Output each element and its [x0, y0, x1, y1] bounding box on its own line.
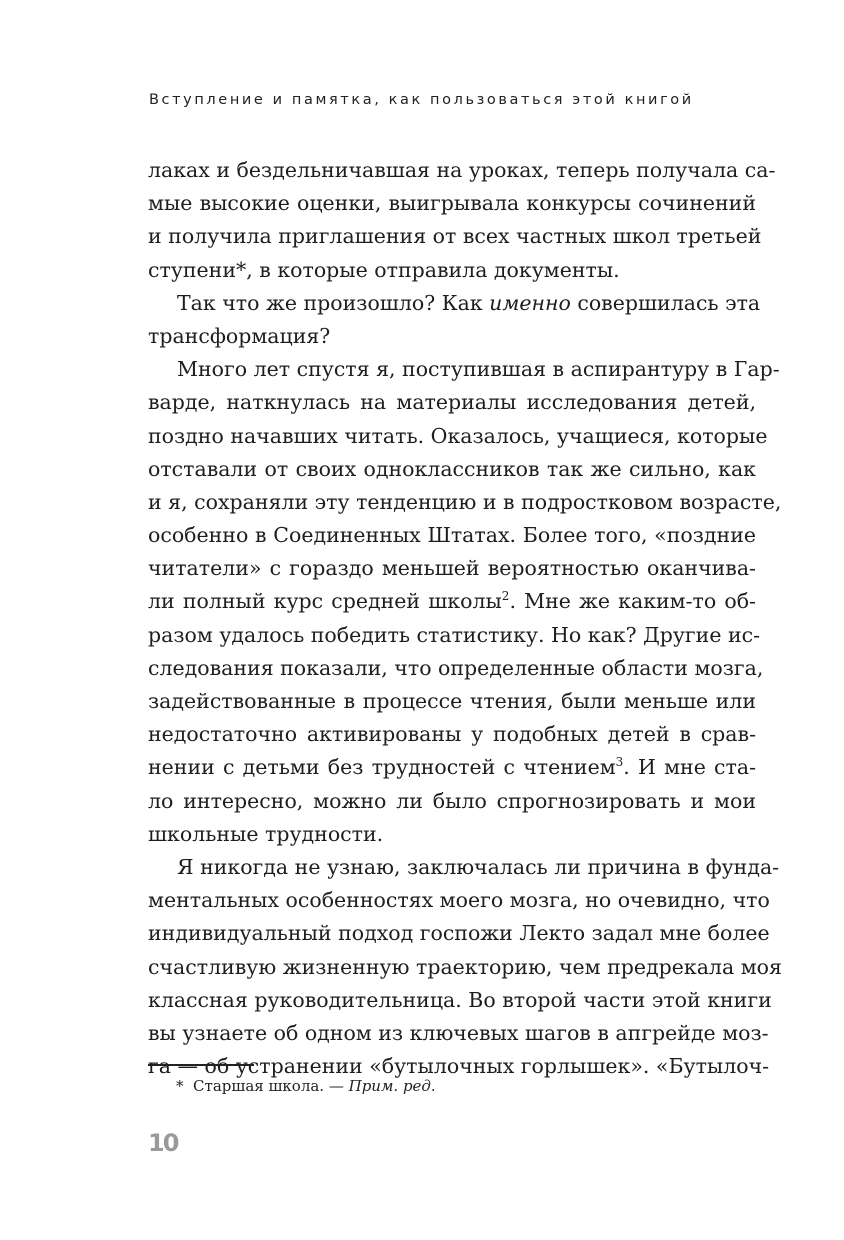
text-line: недостаточно активированы у подобных детей в срав- — [148, 722, 756, 747]
text-line: и я, сохраняли эту тенденцию и в подростковом возрасте, — [148, 489, 782, 514]
text-line: индивидуальный подход госпожи Лекто задал мне более — [148, 921, 770, 946]
text-line: отставали от своих одноклассников так же сильно, как — [148, 456, 756, 481]
text-line: вы узнаете об одном из ключевых шагов в апгрейде моз- — [148, 1020, 769, 1045]
text-segment: Так что же произошло? Как — [177, 290, 490, 315]
text-line: разом удалось победить статистику. Но как? Другие ис- — [148, 622, 761, 647]
paragraph-1 — [148, 154, 776, 287]
text-line — [148, 585, 756, 618]
running-head: Вступление и памятка, как пользоваться этой книгой — [149, 92, 694, 108]
text-line — [148, 751, 756, 784]
text-line: лаках и бездельничавшая на уроках, теперь получала са- — [148, 158, 776, 182]
text-line: ло интересно, можно ли было спрогнозировать и мои — [148, 788, 756, 813]
emphasis-text: именно — [489, 290, 571, 315]
footnote-marker: * — [176, 1077, 184, 1095]
text-line: задействованные в процессе чтения, были меньше или — [148, 689, 756, 713]
endnote-ref: 2 — [501, 589, 510, 604]
footnote-text: Старшая школа. — — [193, 1077, 349, 1095]
footnote-editor-note: Прим. ред. — [348, 1077, 436, 1095]
text-line: классная руководительница. Во второй части этой книги — [148, 987, 772, 1012]
text-line: ментальных особенностях моего мозга, но очевидно, что — [148, 888, 770, 913]
text-line: счастливую жизненную траекторию, чем предрекала моя — [148, 954, 782, 979]
footnote-rule — [148, 1064, 254, 1066]
text-line: и получила приглашения от всех частных школ третьей — [148, 224, 762, 249]
text-line: следования показали, что определенные области мозга, — [148, 655, 764, 680]
text-line: га — об устранении «бутылочных горлышек». «Бутылоч- — [148, 1054, 770, 1079]
body-text — [148, 154, 782, 1083]
text-line: школьные трудности. — [148, 821, 384, 846]
text-segment: . И мне ста- — [623, 755, 756, 780]
text-segment: совершилась эта — [570, 290, 761, 315]
text-line: варде, наткнулась на материалы исследования детей, — [148, 390, 756, 415]
text-line: ступени*, в которые отправила документы. — [148, 257, 620, 282]
text-line: мые высокие оценки, выигрывала конкурсы сочинений — [148, 191, 756, 216]
page-number: 10 — [148, 1129, 178, 1157]
paragraph-3 — [148, 353, 782, 851]
text-segment: ли полный курс средней школы — [148, 589, 502, 614]
text-line: особенно в Соединенных Штатах. Более того, «поздние — [148, 523, 756, 548]
footnote — [176, 1077, 436, 1095]
text-line — [148, 287, 761, 320]
paragraph-4 — [148, 851, 782, 1083]
text-line: трансформация? — [148, 323, 331, 348]
endnote-ref: 3 — [615, 755, 624, 770]
text-line: Я никогда не узнаю, заключалась ли причина в фунда- — [177, 854, 780, 879]
text-line: читатели» с гораздо меньшей вероятностью оканчива- — [148, 556, 756, 581]
text-line: поздно начавших читать. Оказалось, учащиеся, которые — [148, 423, 768, 448]
text-segment: нении с детьми без трудностей с чтением — [148, 755, 616, 780]
text-line: Много лет спустя я, поступившая в аспирантуру в Гар- — [177, 357, 780, 382]
paragraph-2 — [148, 287, 761, 353]
text-segment: . Мне же каким-то об- — [509, 589, 756, 614]
